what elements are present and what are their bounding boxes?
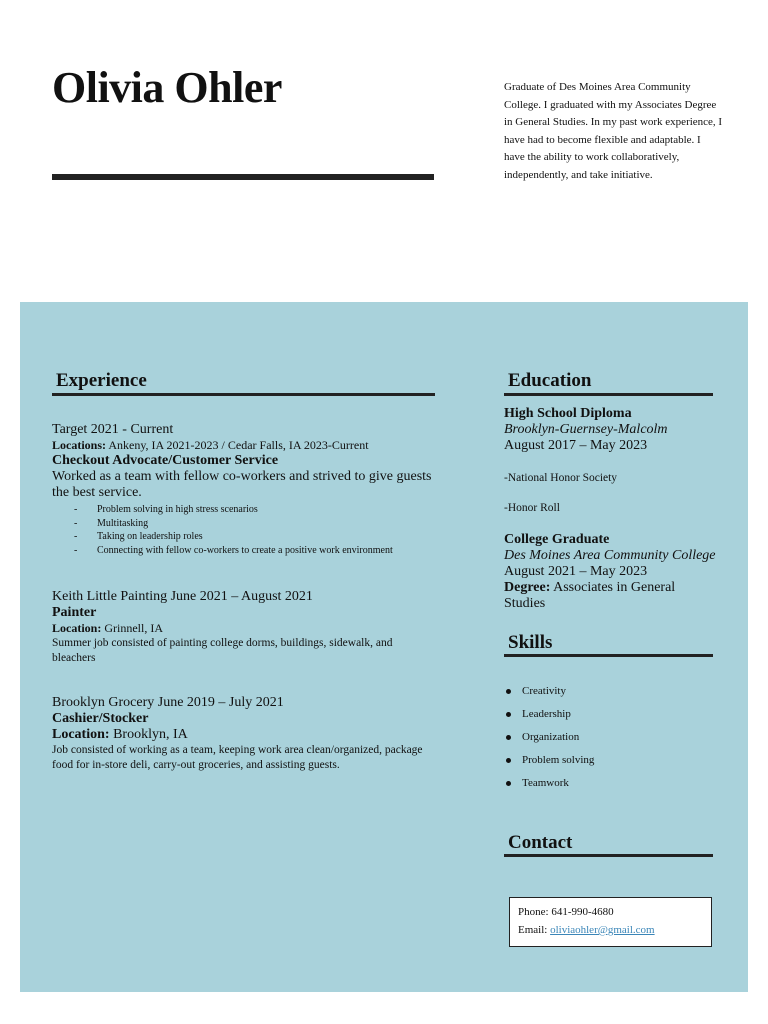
skills-list: [504, 684, 594, 799]
contact-box: [509, 897, 712, 947]
education-heading: Education: [508, 370, 592, 391]
resume-name: Olivia Ohler: [52, 63, 282, 112]
education-dates: August 2017 – May 2023: [504, 438, 648, 453]
skill-item: Teamwork: [504, 776, 594, 799]
bullet-item: - Taking on leadership roles: [52, 530, 437, 544]
school-name: Des Moines Area Community College: [504, 548, 716, 563]
contact-phone: [518, 903, 703, 921]
contact-heading: Contact: [508, 832, 573, 853]
job-description: Worked as a team with fellow co-workers and strived to give guests the best service.: [52, 469, 432, 500]
skill-item: Organization: [504, 730, 594, 753]
degree-value: Associates in General Studies: [504, 580, 676, 611]
job-role: Checkout Advocate/Customer Service: [52, 453, 279, 468]
phone-value: 641-990-4680: [551, 906, 614, 918]
honor-item: -Honor Roll: [504, 502, 560, 514]
location-value: Ankeny, IA 2021-2023 / Cedar Falls, IA 2023-Current: [106, 438, 369, 452]
job-heading: Keith Little Painting June 2021 – August 2021: [52, 589, 313, 604]
job-role: Painter: [52, 605, 97, 620]
skill-item: Creativity: [504, 684, 594, 707]
job-heading: Target 2021 - Current: [52, 422, 174, 437]
degree-title: College Graduate: [504, 532, 610, 547]
location-value: Grinnell, IA: [101, 621, 163, 635]
name-divider: [52, 174, 434, 180]
degree-label: Degree:: [504, 580, 551, 595]
degree-title: High School Diploma: [504, 406, 632, 421]
skill-item: Leadership: [504, 707, 594, 730]
honor-item: -National Honor Society: [504, 472, 618, 484]
location-value: Brooklyn, IA: [109, 727, 188, 742]
job-description: Job consisted of working as a team, keeping work area clean/organized, package food for in-store deli, carry-out groceries, and assisting guests.: [52, 744, 423, 771]
job-heading: Brooklyn Grocery June 2019 – July 2021: [52, 695, 284, 710]
job-location: [52, 438, 437, 453]
education-divider: [504, 393, 713, 396]
location-label: Location:: [52, 727, 110, 742]
skills-divider: [504, 654, 713, 657]
job-location: [52, 621, 437, 636]
email-label: Email:: [518, 924, 551, 936]
skill-item: Problem solving: [504, 753, 594, 776]
location-label: Location:: [52, 621, 102, 635]
job-brooklyn-grocery: [52, 695, 437, 773]
education-high-school: [504, 406, 719, 516]
phone-label: Phone:: [518, 906, 552, 918]
skills-heading: Skills: [508, 632, 553, 653]
job-location: [52, 727, 437, 743]
contact-divider: [504, 854, 713, 857]
school-name: Brooklyn-Guernsey-Malcolm: [504, 422, 668, 437]
education-college: [504, 532, 719, 612]
job-role: Cashier/Stocker: [52, 711, 149, 726]
bullet-item: - Problem solving in high stress scenarios: [52, 503, 437, 517]
education-dates: August 2021 – May 2023: [504, 564, 648, 579]
bullet-item: - Multitasking: [52, 517, 437, 531]
job-bullets: [52, 503, 437, 557]
contact-email: [518, 921, 703, 939]
job-description: Summer job consisted of painting college dorms, buildings, sidewalk, and bleachers: [52, 637, 393, 664]
email-link[interactable]: oliviaohler@gmail.com: [550, 924, 655, 936]
experience-heading: Experience: [56, 370, 147, 391]
experience-divider: [52, 393, 435, 396]
summary-text: Graduate of Des Moines Area Community College. I graduated with my Associates Degree in General Studies. In my past work experience, I have had to become flexible and adaptable. I have the ability to work collaboratively, independently, and take initiative.: [504, 81, 723, 181]
bullet-item: - Connecting with fellow co-workers to create a positive work environment: [52, 544, 437, 558]
location-label: Locations:: [52, 438, 106, 452]
degree-detail: [504, 580, 719, 612]
job-target: [52, 422, 437, 557]
job-keith-little-painting: [52, 589, 437, 666]
